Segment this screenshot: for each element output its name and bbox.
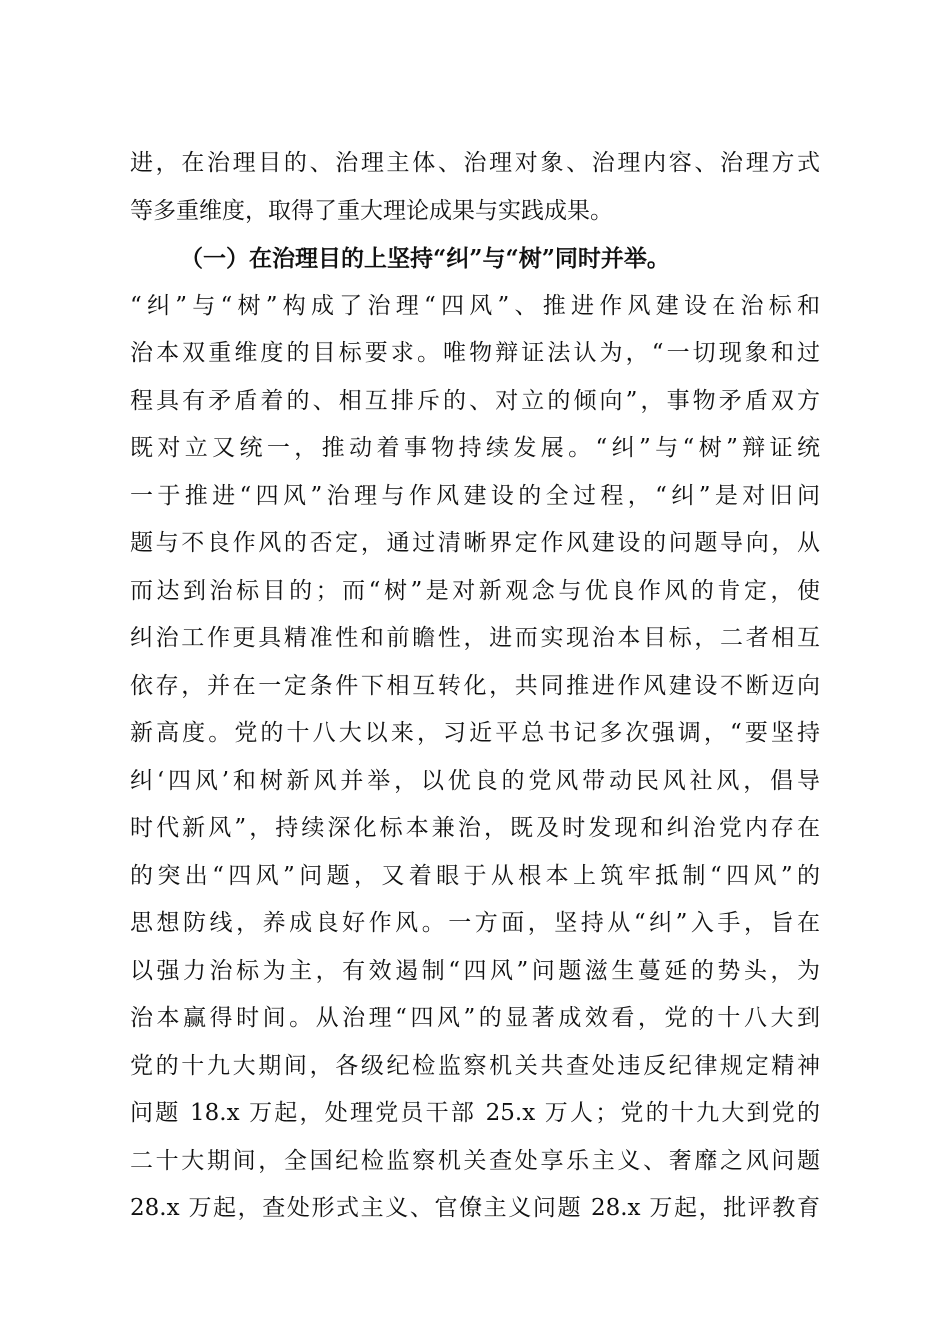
text-line: 的突出“四风”问题，又着眼于从根本上筑牢抵制“四风”的 [130, 862, 820, 889]
text-line: 时代新风”，持续深化标本兼治，既及时发现和纠治党内存在 [130, 815, 820, 841]
text-line: 既对立又统一，推动着事物持续发展。“纠”与“树”辩证统 [130, 435, 820, 461]
text-line: 纠‘四风’和树新风并举，以优良的党风带动民风社风，倡导 [130, 767, 820, 794]
text-line: 而达到治标目的；而“树”是对新观念与优良作风的肯定，使 [130, 577, 820, 604]
text-line: 题与不良作风的否定，通过清晰界定作风建设的问题导向，从 [130, 530, 820, 556]
text-line: 思想防线，养成良好作风。一方面，坚持从“纠”入手，旨在 [130, 910, 820, 936]
text-line: 依存，并在一定条件下相互转化，共同推进作风建设不断迈向 [130, 672, 820, 699]
text-line: 以强力治标为主，有效遏制“四风”问题滋生蔓延的势头，为 [130, 957, 820, 984]
text-line: “纠”与“树”构成了治理“四风”、推进作风建设在治标和 [130, 292, 820, 319]
text-line: 纠治工作更具精准性和前瞻性，进而实现治本目标，二者相互 [130, 625, 820, 651]
text-line: 新高度。党的十八大以来，习近平总书记多次强调，“要坚持 [130, 720, 820, 746]
text-line: 问题 18.x 万起，处理党员干部 25.x 万人；党的十九大到党的 [130, 1100, 820, 1126]
text-line: 治本赢得时间。从治理“四风”的显著成效看，党的十八大到 [130, 1005, 820, 1031]
document-body [130, 140, 820, 1233]
text-line: 等多重维度，取得了重大理论成果与实践成果。 [130, 197, 613, 224]
text-line: 二十大期间，全国纪检监察机关查处享乐主义、奢靡之风问题 [130, 1147, 820, 1174]
text-line: 一于推进“四风”治理与作风建设的全过程，“纠”是对旧问 [130, 482, 820, 509]
text-line: 程具有矛盾着的、相互排斥的、对立的倾向”，事物矛盾双方 [130, 387, 820, 414]
text-line: 党的十九大期间，各级纪检监察机关共查处违反纪律规定精神 [130, 1052, 820, 1079]
text-line: 28.x 万起，查处形式主义、官僚主义问题 28.x 万起，批评教育 [130, 1195, 820, 1221]
section-heading: （一）在治理目的上坚持“纠”与“树”同时并举。 [180, 245, 670, 272]
text-line: 进，在治理目的、治理主体、治理对象、治理内容、治理方式 [130, 150, 820, 176]
text-line: 治本双重维度的目标要求。唯物辩证法认为，“一切现象和过 [130, 340, 820, 366]
